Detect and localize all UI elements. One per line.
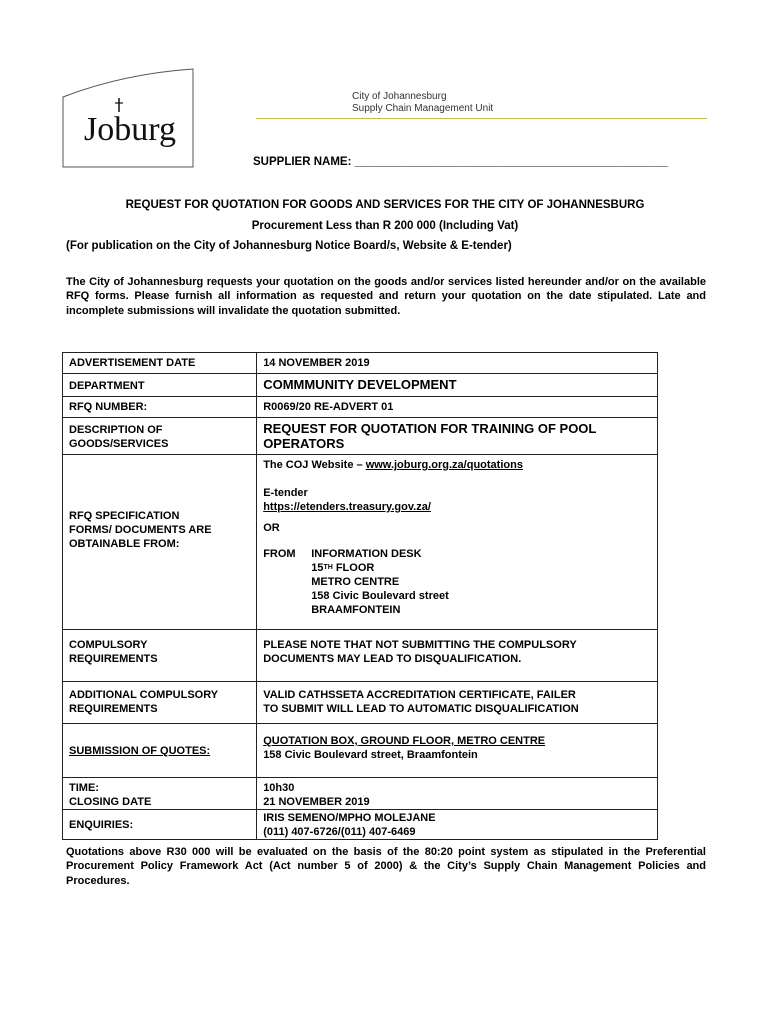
floor-label: FLOOR [332, 562, 375, 574]
description-label [63, 418, 257, 455]
additional-label [63, 682, 257, 724]
from-label: FROM [263, 548, 296, 560]
floor-number: 15 [311, 562, 324, 574]
address-line: INFORMATION DESK [311, 548, 422, 560]
enquiries-label: ENQUIRIES: [63, 810, 257, 840]
document-subtitle: Procurement Less than R 200 000 (Including Vat) [251, 220, 519, 232]
submission-value-line: QUOTATION BOX, GROUND FLOOR, METRO CENTRE [263, 735, 546, 747]
joburg-logo [62, 68, 194, 168]
compulsory-label-line: COMPULSORY [69, 639, 148, 651]
compulsory-label-line: REQUIREMENTS [69, 653, 158, 665]
time-closing-label [63, 778, 257, 810]
table-row [63, 682, 658, 724]
address-line [263, 561, 651, 575]
compulsory-label [63, 630, 257, 682]
enquiries-phone: (011) 407-6726/(011) 407-6469 [263, 826, 416, 838]
coj-website-prefix: The COJ Website – [263, 459, 366, 471]
additional-value [257, 682, 658, 724]
or-label: OR [263, 522, 280, 534]
additional-label-line: ADDITIONAL COMPULSORY [69, 689, 219, 701]
compulsory-value-line: PLEASE NOTE THAT NOT SUBMITTING THE COMPULSORY [263, 639, 577, 651]
description-label-line: DESCRIPTION OF [69, 424, 163, 436]
table-row [63, 630, 658, 682]
table-row [63, 724, 658, 778]
table-row [63, 778, 658, 810]
advertisement-date-value: 14 NOVEMBER 2019 [257, 353, 658, 374]
supplier-name-field: SUPPLIER NAME: _________________________________________________ [253, 156, 668, 168]
closing-date-value: 21 NOVEMBER 2019 [263, 796, 370, 808]
closing-date-label: CLOSING DATE [69, 796, 152, 808]
spec-label-line: OBTAINABLE FROM: [69, 538, 180, 550]
compulsory-value-line: DOCUMENTS MAY LEAD TO DISQUALIFICATION. [263, 653, 522, 665]
time-label: TIME: [69, 782, 99, 794]
spec-label [63, 455, 257, 630]
time-value: 10h30 [263, 782, 295, 794]
spec-value [257, 455, 658, 630]
address-block [263, 547, 651, 617]
submission-label [63, 724, 257, 778]
floor-suffix: TH [323, 564, 333, 571]
spec-label-line: RFQ SPECIFICATION [69, 510, 180, 522]
address-line: METRO CENTRE [311, 576, 400, 588]
address-line: 158 Civic Boulevard street [311, 590, 449, 602]
table-row [63, 810, 658, 840]
time-closing-value [257, 778, 658, 810]
compulsory-value [257, 630, 658, 682]
unit-name: Supply Chain Management Unit [352, 103, 494, 114]
additional-value-line: TO SUBMIT WILL LEAD TO AUTOMATIC DISQUALIFICATION [263, 703, 579, 715]
submission-value-line: 158 Civic Boulevard street, Braamfontein [263, 749, 478, 761]
logo-wordmark: Joburg [84, 111, 176, 148]
org-name: City of Johannesburg [352, 91, 447, 102]
additional-label-line: REQUIREMENTS [69, 703, 158, 715]
spec-label-line: FORMS/ DOCUMENTS ARE [69, 524, 212, 536]
enquiries-contact: IRIS SEMENO/MPHO MOLEJANE [263, 812, 436, 824]
etender-link[interactable]: https://etenders.treasury.gov.za/ [263, 501, 431, 513]
intro-paragraph: The City of Johannesburg requests your quotation on the goods and/or services listed hereunder and/or on the available RFQ forms. Please furnish all information as requested and return your quotation on the date stipulated. Late and incomplete submissions will invalidate the quotation submitted. [66, 276, 706, 317]
enquiries-value [257, 810, 658, 840]
additional-value-line: VALID CATHSSETA ACCREDITATION CERTIFICATE, FAILER [263, 689, 576, 701]
coj-website-link[interactable]: www.joburg.org.za/quotations [365, 459, 523, 471]
table-row [63, 418, 658, 455]
rfq-number-value: R0069/20 RE-ADVERT 01 [257, 397, 658, 418]
description-label-line: GOODS/SERVICES [69, 438, 169, 450]
submission-value [257, 724, 658, 778]
rfq-number-label: RFQ NUMBER: [63, 397, 257, 418]
department-label: DEPARTMENT [63, 374, 257, 397]
evaluation-note: Quotations above R30 000 will be evaluated on the basis of the 80:20 point system as stipulated in the Preferential Procurement Policy Framework Act (Act number 5 of 2000) & the City’s Supply Chain Management Policies and Procedures. [66, 846, 706, 887]
header-rule [256, 118, 707, 119]
advertisement-date-label: ADVERTISEMENT DATE [63, 353, 257, 374]
description-value: REQUEST FOR QUOTATION FOR TRAINING OF POOL OPERATORS [257, 418, 658, 455]
rfq-details-table [62, 352, 658, 840]
table-row [63, 374, 658, 397]
table-row [63, 353, 658, 374]
document-title: REQUEST FOR QUOTATION FOR GOODS AND SERVICES FOR THE CITY OF JOHANNESBURG [125, 199, 645, 211]
publication-note: (For publication on the City of Johannesburg Notice Board/s, Website & E-tender) [66, 240, 512, 252]
submission-label-text: SUBMISSION OF QUOTES: [69, 744, 211, 757]
etender-label: E-tender [263, 487, 308, 499]
address-line: BRAAMFONTEIN [311, 604, 401, 616]
table-row [63, 455, 658, 630]
department-value: COMMMUNITY DEVELOPMENT [257, 374, 658, 397]
table-row [63, 397, 658, 418]
